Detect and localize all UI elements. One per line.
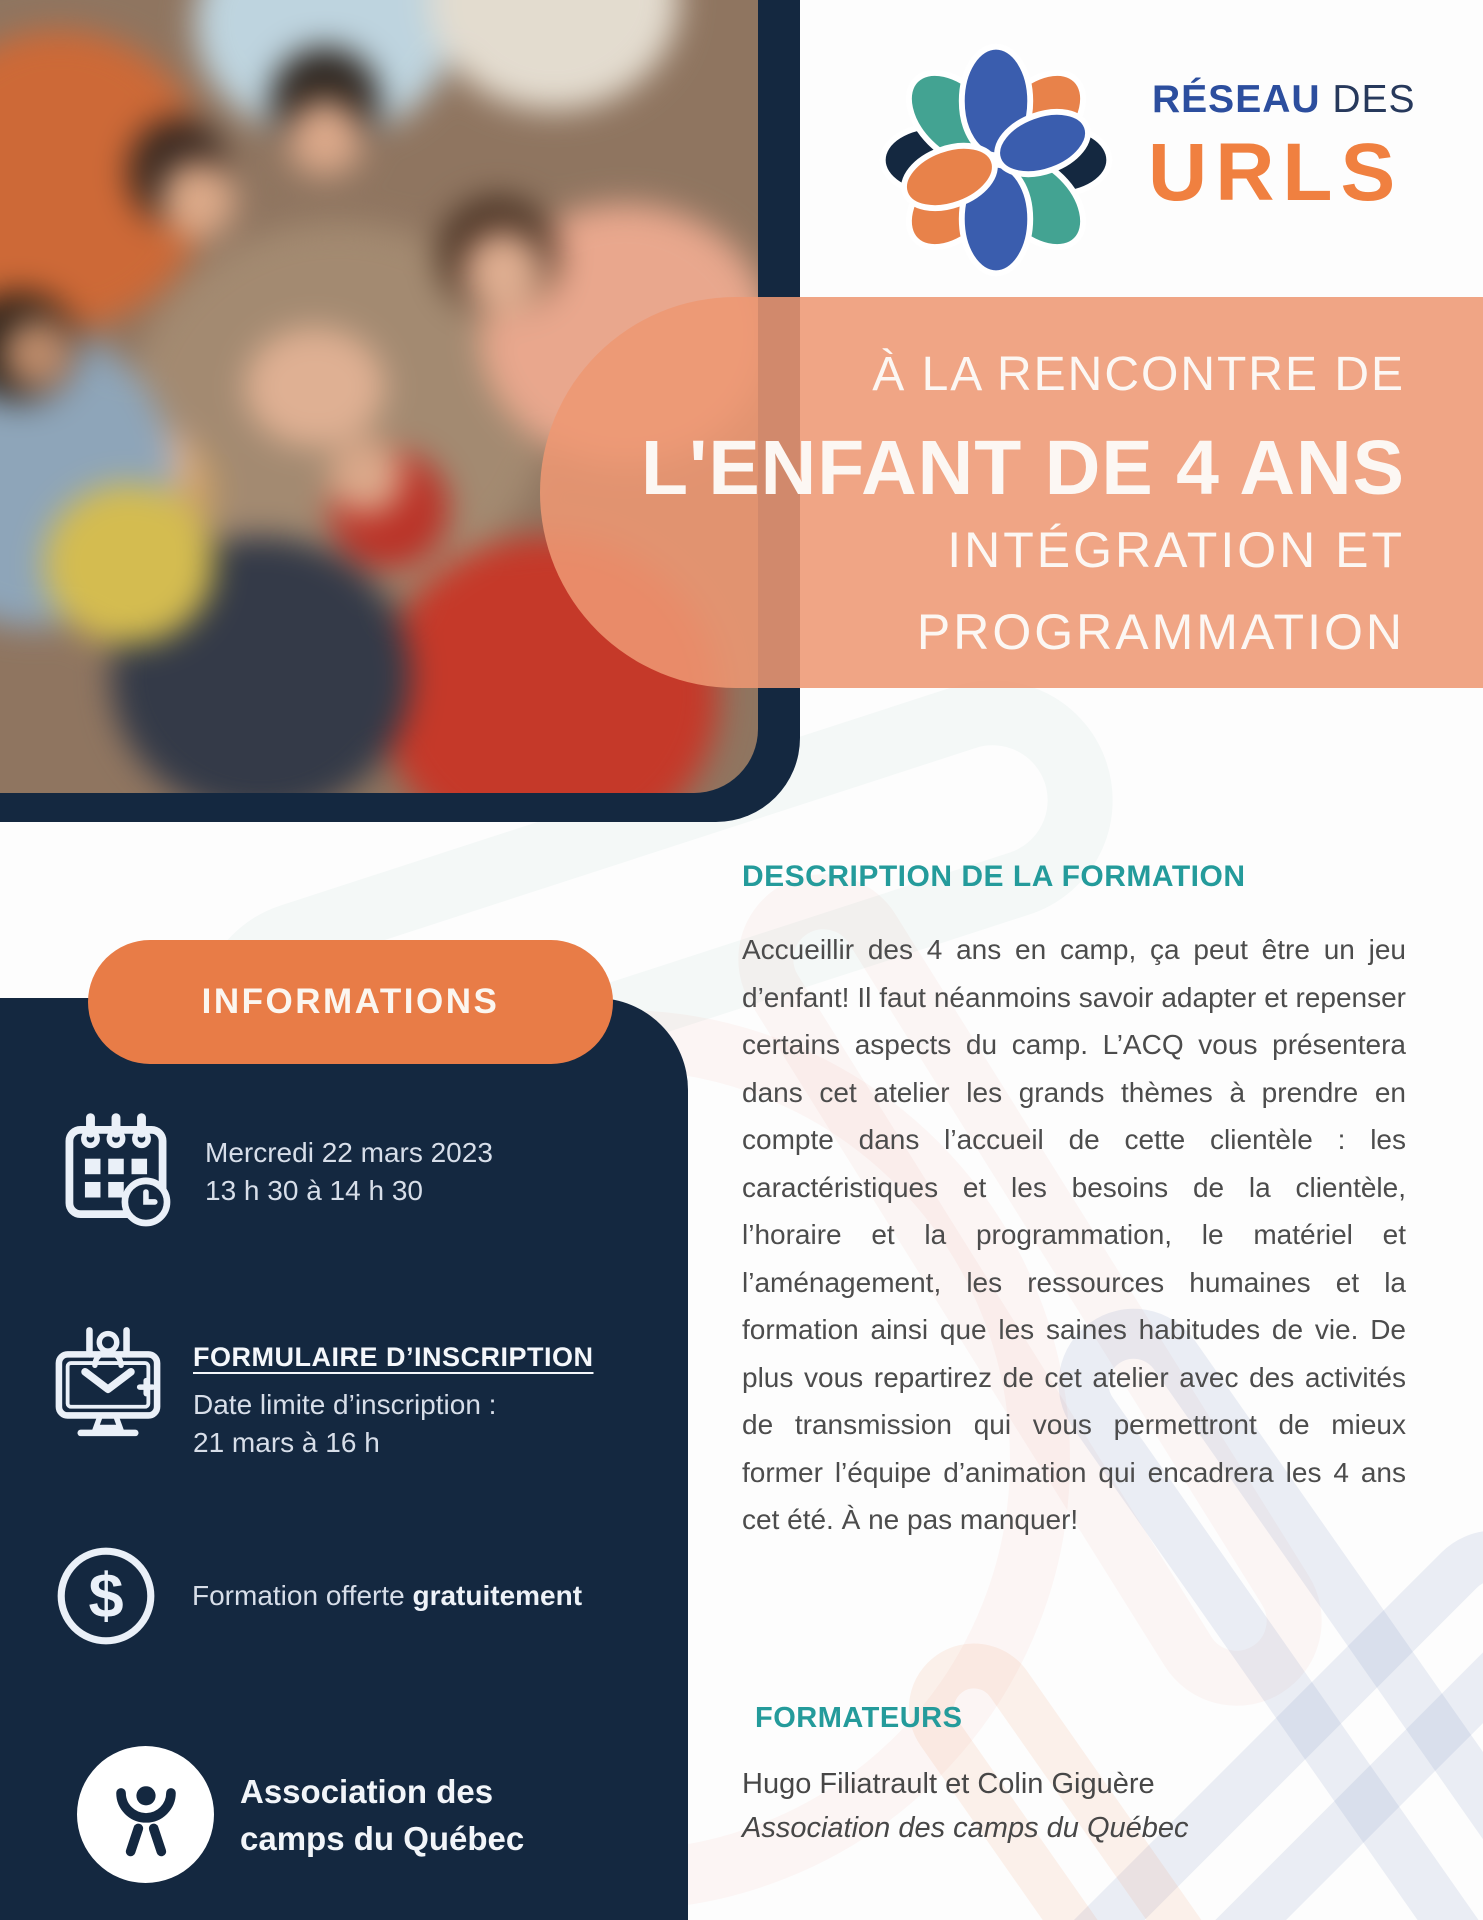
registration-monitor-icon (48, 1320, 168, 1452)
price-text-bold: gratuitement (412, 1580, 583, 1611)
deadline-line-1: Date limite d’inscription : (193, 1389, 497, 1420)
dollar-icon (50, 1540, 162, 1652)
acq-name-line-2: camps du Québec (240, 1819, 525, 1857)
informations-title: INFORMATIONS (201, 982, 500, 1021)
logo-des-text: DES (1332, 78, 1416, 121)
logo-reseau-text: RÉSEAU (1152, 78, 1333, 121)
date-line-1: Mercredi 22 mars 2023 (205, 1137, 493, 1168)
formateurs-names: Hugo Filiatrault et Colin Giguère (742, 1768, 1155, 1800)
banner-line-1: À LA RENCONTRE DE (872, 348, 1405, 401)
price-text: Formation offerte (192, 1580, 413, 1611)
deadline-line-2: 21 mars à 16 h (193, 1427, 380, 1458)
banner-line-3: INTÉGRATION ET (947, 522, 1405, 578)
acq-person-icon (77, 1746, 214, 1883)
description-heading: DESCRIPTION DE LA FORMATION (742, 860, 1246, 893)
formateurs-organisation: Association des camps du Québec (742, 1812, 1189, 1844)
watermark-blue-band-2 (999, 1499, 1483, 1920)
urls-flower-icon (878, 42, 1114, 278)
date-line-2: 13 h 30 à 14 h 30 (205, 1175, 423, 1206)
description-body: Accueillir des 4 ans en camp, ça peut être un jeu d’enfant! Il faut néanmoins savoir adapter et repenser certains aspects du camp. L’ACQ vous présentera dans cet atelier les grands thèmes à prendre en compte dans l’accueil de cette clientèle : les caractéristiques et les besoins de la clientèle, l’horaire et la programmation, le matériel et l’aménagement, les ressources humaines et la formation ainsi que les saines habitudes de vie. De plus vous repartirez de cet atelier avec des activités de transmission qui vous permettront de mieux former l’équipe d’animation qui encadrera les 4 ans cet été. À ne pas manquer! (742, 934, 1406, 1535)
informations-pill (88, 940, 613, 1064)
logo-brand-text (1152, 78, 1416, 122)
acq-logo-row (77, 1746, 677, 1883)
date-row (55, 1108, 655, 1236)
svg-text:$: $ (88, 1561, 124, 1632)
formateurs-heading: FORMATEURS (755, 1702, 963, 1734)
registration-row (48, 1320, 668, 1462)
banner-line-2: L'ENFANT DE 4 ANS (640, 425, 1405, 511)
price-row (50, 1540, 670, 1652)
banner-line-4: PROGRAMMATION (916, 604, 1405, 660)
acq-name-line-1: Association des (240, 1772, 494, 1810)
registration-form-link[interactable]: FORMULAIRE D’INSCRIPTION (193, 1342, 594, 1372)
logo-urls-wordmark: URLS (1148, 127, 1404, 218)
calendar-clock-icon (55, 1108, 177, 1236)
